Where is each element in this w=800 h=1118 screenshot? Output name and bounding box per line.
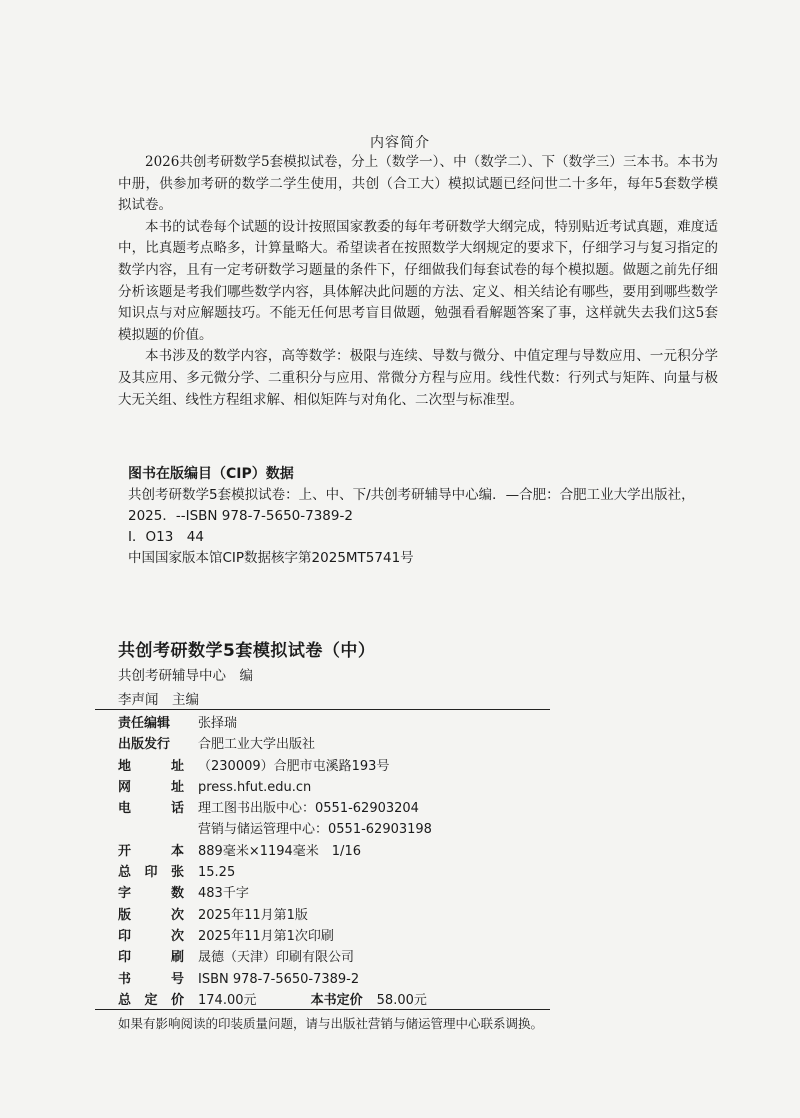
- pub-label-char: 印: [144, 865, 158, 881]
- pub-row-words: [118, 883, 432, 904]
- pub-value: 理工图书出版中心：0551-62903204: [198, 801, 419, 817]
- intro-paragraph: 本书的试卷每个试题的设计按照国家教委的每年考研数学大纲完成，特别贴近考试真题，难度适中，比真题考点略多，计算量略大。希望读者在按照数学大纲规定的要求下，仔细学习与复习指定的数学内容，且有一定考研数学习题量的条件下，仔细做我们每套试卷的每个模拟题。做题之前先仔细分析该题是考我们哪些数学内容，具体解决此问题的方法、定义、相关结论有哪些，要用到哪些数学知识点与对应解题技巧。不能无任何思考盲目做题，勉强看看解题答案了事，这样就失去我们这5套模拟题的价值。: [118, 218, 718, 343]
- pub-row-printing: [118, 926, 432, 947]
- book-editor: 共创考研辅导中心 编: [118, 668, 253, 684]
- pub-label: [118, 905, 198, 926]
- cip-heading: 图书在版编目（CIP）数据: [128, 466, 294, 482]
- publication-info: [118, 713, 432, 1011]
- pub-label: [118, 841, 198, 862]
- pub-label: [118, 819, 198, 840]
- pub-row-phone-2: [118, 819, 432, 840]
- pub-label-char: 总: [118, 865, 132, 881]
- pub-label: [118, 777, 198, 798]
- cip-line: 中国国家版本馆CIP数据核字第2025MT5741号: [128, 550, 414, 566]
- pub-value: ISBN 978-7-5650-7389-2: [198, 971, 360, 987]
- pub-label: [118, 926, 198, 947]
- cip-line: 共创考研数学5套模拟试卷：上、中、下/共创考研辅导中心编．—合肥：合肥工业大学出版社，: [128, 487, 695, 503]
- pub-value: 营销与储运管理中心：0551-62903198: [198, 822, 432, 838]
- pub-value: 合肥工业大学出版社: [198, 737, 316, 753]
- pub-label-char: 址: [170, 758, 184, 774]
- pub-label: [118, 756, 198, 777]
- pub-label: [118, 990, 198, 1011]
- pub-label: 出版发行: [118, 737, 171, 753]
- pub-label-char: 版: [118, 907, 132, 923]
- pub-label-char: 印: [118, 928, 132, 944]
- pub-row-publisher: [118, 734, 432, 755]
- pub-row-edition: [118, 905, 432, 926]
- pub-label-char: 电: [118, 801, 132, 817]
- pub-value: 15.25: [198, 865, 236, 881]
- book-chief-editor: 李声闻 主编: [118, 692, 199, 708]
- pub-label-char: 址: [170, 779, 184, 795]
- pub-label-char: 网: [118, 779, 132, 795]
- cip-data: [128, 485, 718, 569]
- pub-value: 2025年11月第1次印刷: [198, 928, 334, 944]
- divider: [95, 1009, 550, 1010]
- pub-value: 889毫米×1194毫米 1/16: [198, 843, 361, 859]
- cip-line: 2025．--ISBN 978-7-5650-7389-2: [128, 508, 353, 524]
- pub-label-char: 定: [144, 992, 158, 1008]
- pub-label-char: 本: [170, 843, 184, 859]
- divider: [95, 709, 550, 710]
- pub-label-char: 次: [170, 907, 184, 923]
- pub-row-price: [118, 990, 432, 1011]
- pub-value: 2025年11月第1版: [198, 907, 308, 923]
- pub-row-address: [118, 756, 432, 777]
- pub-row-editor: [118, 713, 432, 734]
- book-title: 共创考研数学5套模拟试卷（中）: [118, 641, 376, 661]
- intro-paragraph: 2026共创考研数学5套模拟试卷，分上（数学一）、中（数学二）、下（数学三）三本书。本书为中册，供参加考研的数学二学生使用，共创（合工大）模拟试题已经问世二十多年，每年5套数学模拟试卷。: [118, 154, 718, 214]
- pub-value: [198, 990, 427, 1011]
- unit-price: [311, 993, 427, 1008]
- pub-label: [118, 862, 198, 883]
- intro-paragraph: 本书涉及的数学内容，高等数学：极限与连续、导数与微分、中值定理与导数应用、一元积分学及其应用、多元微分学、二重积分与应用、常微分方程与应用。线性代数：行列式与矩阵、向量与极大无关组、线性方程组求解、相似矩阵与对角化、二次型与标准型。: [118, 348, 718, 408]
- pub-label-char: 张: [170, 865, 184, 881]
- pub-label-char: 号: [170, 971, 184, 987]
- unit-price-label: 本书定价: [310, 992, 363, 1008]
- pub-row-website: [118, 777, 432, 798]
- pub-row-sheets: [118, 862, 432, 883]
- intro-title: 内容简介: [370, 135, 430, 151]
- cip-line: Ⅰ．O13 44: [128, 529, 204, 545]
- pub-label: 责任编辑: [118, 716, 171, 731]
- pub-label-char: 地: [118, 758, 132, 774]
- pub-label-char: 字: [118, 886, 132, 902]
- pub-label-char: 印: [118, 950, 132, 966]
- pub-value: 张择瑞: [198, 716, 238, 731]
- pub-label-char: 次: [170, 928, 184, 944]
- pub-row-printer: [118, 947, 432, 968]
- intro-text: [118, 152, 718, 411]
- pub-label: [118, 798, 198, 819]
- total-price: 174.00元: [198, 992, 257, 1008]
- pub-row-phone: [118, 798, 432, 819]
- pub-label-char: 刷: [170, 950, 184, 966]
- pub-label-char: 数: [170, 886, 184, 902]
- pub-label: [118, 947, 198, 968]
- unit-price-value: 58.00元: [376, 992, 427, 1008]
- pub-value: （230009）合肥市屯溪路193号: [198, 758, 390, 774]
- pub-label-char: 价: [170, 992, 184, 1008]
- pub-row-isbn: [118, 969, 432, 990]
- pub-value: 483千字: [198, 886, 249, 902]
- footnote: 如果有影响阅读的印装质量问题，请与出版社营销与储运管理中心联系调换。: [118, 1016, 544, 1031]
- pub-label-char: 总: [118, 992, 132, 1008]
- pub-row-format: [118, 841, 432, 862]
- pub-label: [118, 969, 198, 990]
- pub-label-char: 开: [118, 843, 132, 859]
- pub-label-char: 书: [118, 971, 132, 987]
- pub-value: 晟德（天津）印刷有限公司: [198, 950, 355, 966]
- pub-label: [118, 883, 198, 904]
- pub-value: press.hfut.edu.cn: [198, 779, 312, 795]
- pub-label-char: 话: [170, 801, 184, 817]
